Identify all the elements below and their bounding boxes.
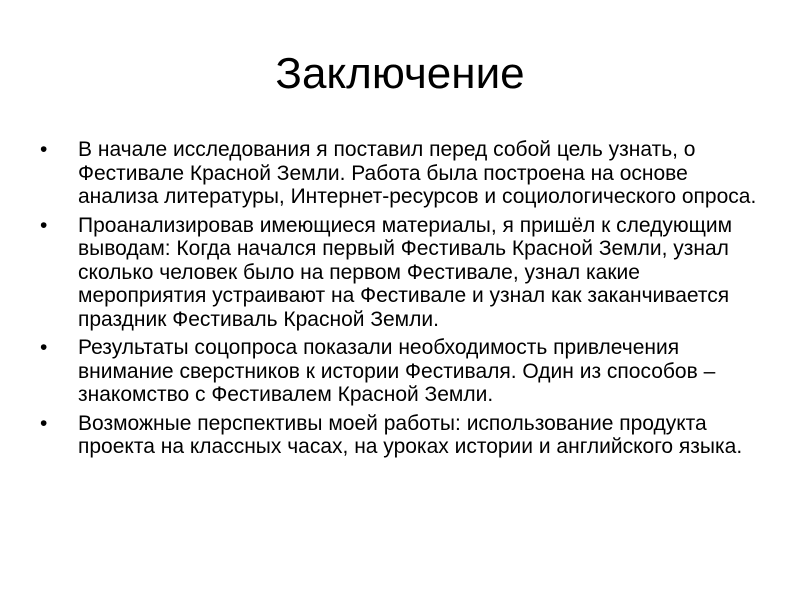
bullet-item-1 xyxy=(40,138,760,209)
slide-title: Заключение xyxy=(275,49,525,98)
bullet-text: Возможные перспективы моей работы: использование продукта проекта на классных часах, на уроках истории и английского языка. xyxy=(78,411,743,458)
bullet-text: Результаты соцопроса показали необходимость привлечения внимание сверстников к истории Фестиваля. Один из способов – знакомство с Фестивалем Красной Земли. xyxy=(78,336,716,406)
bullet-dot-icon: • xyxy=(40,336,48,359)
bullet-text: Проанализировав имеющиеся материалы, я пришёл к следующим выводам: Когда начался первый Фестиваль Красной Земли, узнал сколько человек было на первом Фестивале, узнал какие мероприятия устраивают на Фестивале и узнал как заканчивается праздник Фестиваль Красной Земли. xyxy=(78,213,733,331)
bullet-dot-icon: • xyxy=(40,213,48,237)
bullet-text: В начале исследования я поставил перед собой цель узнать, о Фестивале Красной Земли. Работа была построена на основе анализа литературы, Интернет-ресурсов и социологического опроса. xyxy=(78,138,757,208)
bullet-item-3 xyxy=(40,336,760,407)
bullet-item-4 xyxy=(40,412,760,459)
bullet-list xyxy=(40,138,760,464)
bullet-dot-icon: • xyxy=(40,138,48,161)
bullet-dot-icon: • xyxy=(40,411,48,435)
bullet-item-2 xyxy=(40,214,760,332)
